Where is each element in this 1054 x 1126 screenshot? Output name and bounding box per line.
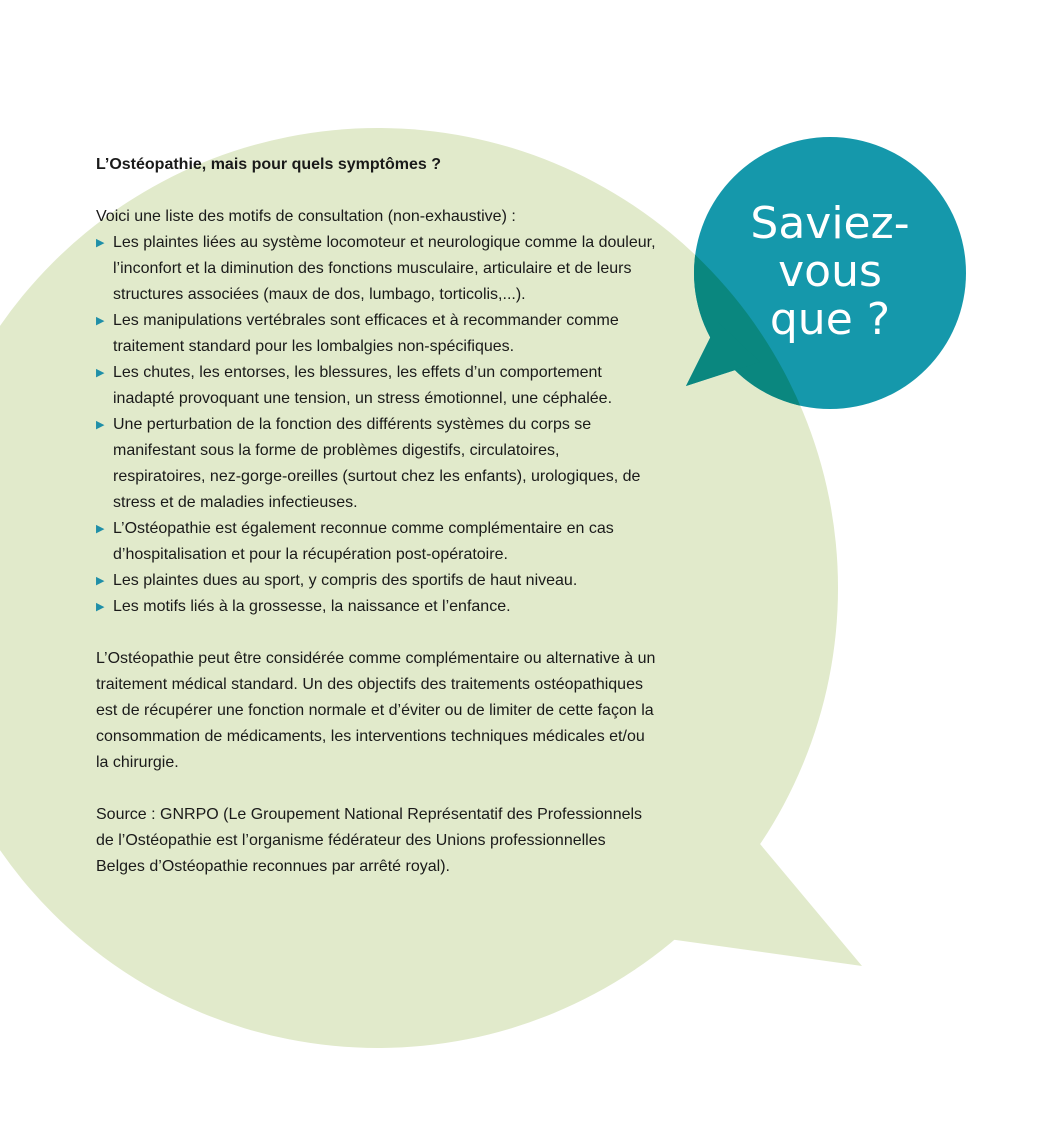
- list-item: [96, 360, 656, 412]
- list-item: [96, 412, 656, 516]
- symptom-list: [96, 230, 656, 620]
- list-item-text: Les plaintes dues au sport, y compris des sportifs de haut niveau.: [113, 572, 578, 589]
- callout-line-1: Saviez-: [750, 198, 910, 249]
- intro-text: Voici une liste des motifs de consultation (non-exhaustive) :: [96, 208, 516, 225]
- source-note: Source : GNRPO (Le Groupement National Représentatif des Professionnels de l’Ostéopathie est l’organisme fédérateur des Unions professionnelles Belges d’Ostéopathie reconnues par arrêté royal).: [96, 806, 643, 875]
- list-item: [96, 230, 656, 308]
- list-item-text: Les plaintes liées au système locomoteur et neurologique comme la douleur, l’inconfort et la diminution des fonctions musculaire, articulaire et de leurs structures associées (maux de dos, lumbago, torticolis,...).: [113, 234, 656, 303]
- list-item: [96, 516, 656, 568]
- triangle-bullet-icon: ▶: [96, 601, 105, 613]
- list-item-text: Les chutes, les entorses, les blessures, les effets d’un comportement inadapté provoquant une tension, un stress émotionnel, une céphalée.: [113, 364, 613, 407]
- list-item-text: L’Ostéopathie est également reconnue comme complémentaire en cas d’hospitalisation et pour la récupération post-opératoire.: [113, 520, 614, 563]
- list-item-text: Une perturbation de la fonction des différents systèmes du corps se manifestant sous la forme de problèmes digestifs, circulatoires, respiratoires, nez-gorge-oreilles (surtout chez les enfants), urologiques, de stress et de maladies infectieuses.: [113, 416, 641, 511]
- callout-line-2: vous: [778, 246, 882, 297]
- complementary-paragraph: L’Ostéopathie peut être considérée comme complémentaire ou alternative à un traitement médical standard. Un des objectifs des traitements ostéopathiques est de récupérer une fonction normale et d’éviter ou de limiter de cette façon la consommation de médicaments, les interventions techniques médicales et/ou la chirurgie.: [96, 650, 656, 771]
- triangle-bullet-icon: ▶: [96, 575, 105, 587]
- triangle-bullet-icon: ▶: [96, 523, 105, 535]
- triangle-bullet-icon: ▶: [96, 419, 105, 431]
- triangle-bullet-icon: ▶: [96, 237, 105, 249]
- article-body: [96, 152, 656, 880]
- list-item-text: Les manipulations vertébrales sont efficaces et à recommander comme traitement standard pour les lombalgies non-spécifiques.: [113, 312, 619, 355]
- saviez-vous-que-callout: [720, 200, 940, 344]
- triangle-bullet-icon: ▶: [96, 315, 105, 327]
- list-item: [96, 308, 656, 360]
- article-heading: L’Ostéopathie, mais pour quels symptômes ?: [96, 156, 441, 173]
- callout-line-3: que ?: [769, 294, 891, 345]
- list-item-text: Les motifs liés à la grossesse, la naissance et l’enfance.: [113, 598, 511, 615]
- triangle-bullet-icon: ▶: [96, 367, 105, 379]
- list-item: [96, 594, 656, 620]
- list-item: [96, 568, 656, 594]
